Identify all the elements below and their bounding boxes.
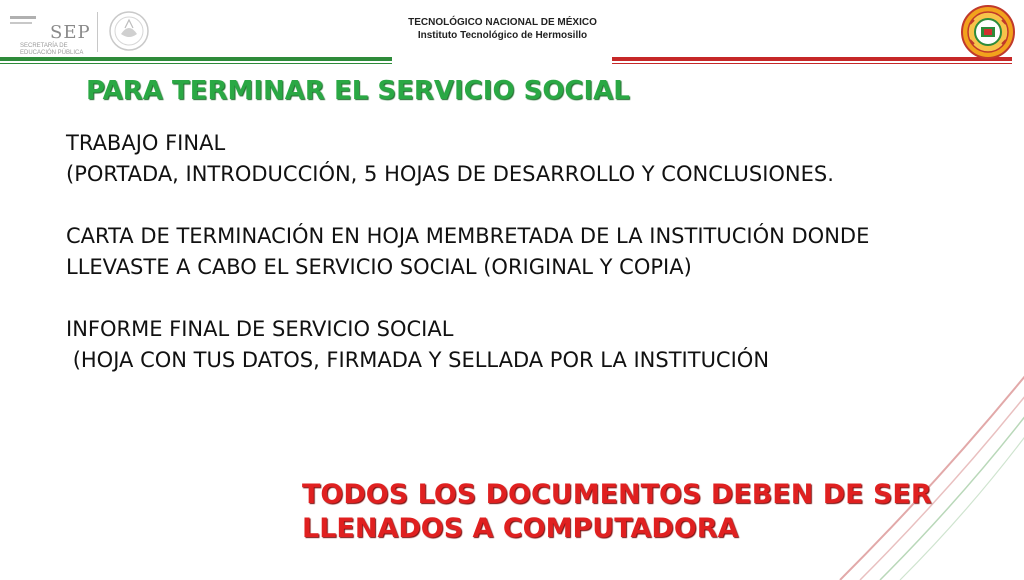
institution-line2: Instituto Tecnológico de Hermosillo	[417, 30, 588, 41]
institution-line1: TECNOLÓGICO NACIONAL DE MÉXICO	[408, 17, 597, 28]
sep-subtitle-line2: EDUCACIÓN PÚBLICA	[20, 50, 84, 56]
slide-header	[0, 0, 1024, 68]
sep-subtitle-line1: SECRETARÍA DE	[20, 43, 68, 49]
slide-body	[66, 128, 926, 376]
item2-text: CARTA DE TERMINACIÓN EN HOJA MEMBRETADA DE LA INSTITUCIÓN DONDE LLEVASTE A CABO EL SERVICIO SOCIAL (ORIGINAL Y COPIA)	[66, 224, 870, 279]
item3-heading: INFORME FINAL DE SERVICIO SOCIAL	[66, 317, 454, 341]
item1-heading: TRABAJO FINAL	[66, 131, 226, 155]
green-stripe	[0, 57, 392, 61]
sep-subtitle	[20, 43, 100, 57]
item1-detail: (PORTADA, INTRODUCCIÓN, 5 HOJAS DE DESARROLLO Y CONCLUSIONES.	[66, 162, 834, 186]
sep-label: SEP	[50, 22, 91, 43]
mexico-seal-icon	[108, 10, 150, 52]
tec-hermosillo-logo-icon	[960, 4, 1016, 60]
institution-name	[360, 16, 645, 42]
green-stripe-thin	[0, 63, 392, 64]
header-divider	[97, 12, 98, 52]
sep-emblem-icon	[10, 12, 38, 34]
sep-logo	[10, 10, 90, 54]
red-stripe	[612, 57, 1012, 61]
item3-detail: (HOJA CON TUS DATOS, FIRMADA Y SELLADA POR LA INSTITUCIÓN	[66, 348, 770, 372]
slide-title: PARA TERMINAR EL SERVICIO SOCIAL	[86, 76, 630, 106]
red-stripe-thin	[612, 63, 1012, 64]
documents-note: TODOS LOS DOCUMENTOS DEBEN DE SER LLENADOS A COMPUTADORA	[302, 479, 932, 544]
